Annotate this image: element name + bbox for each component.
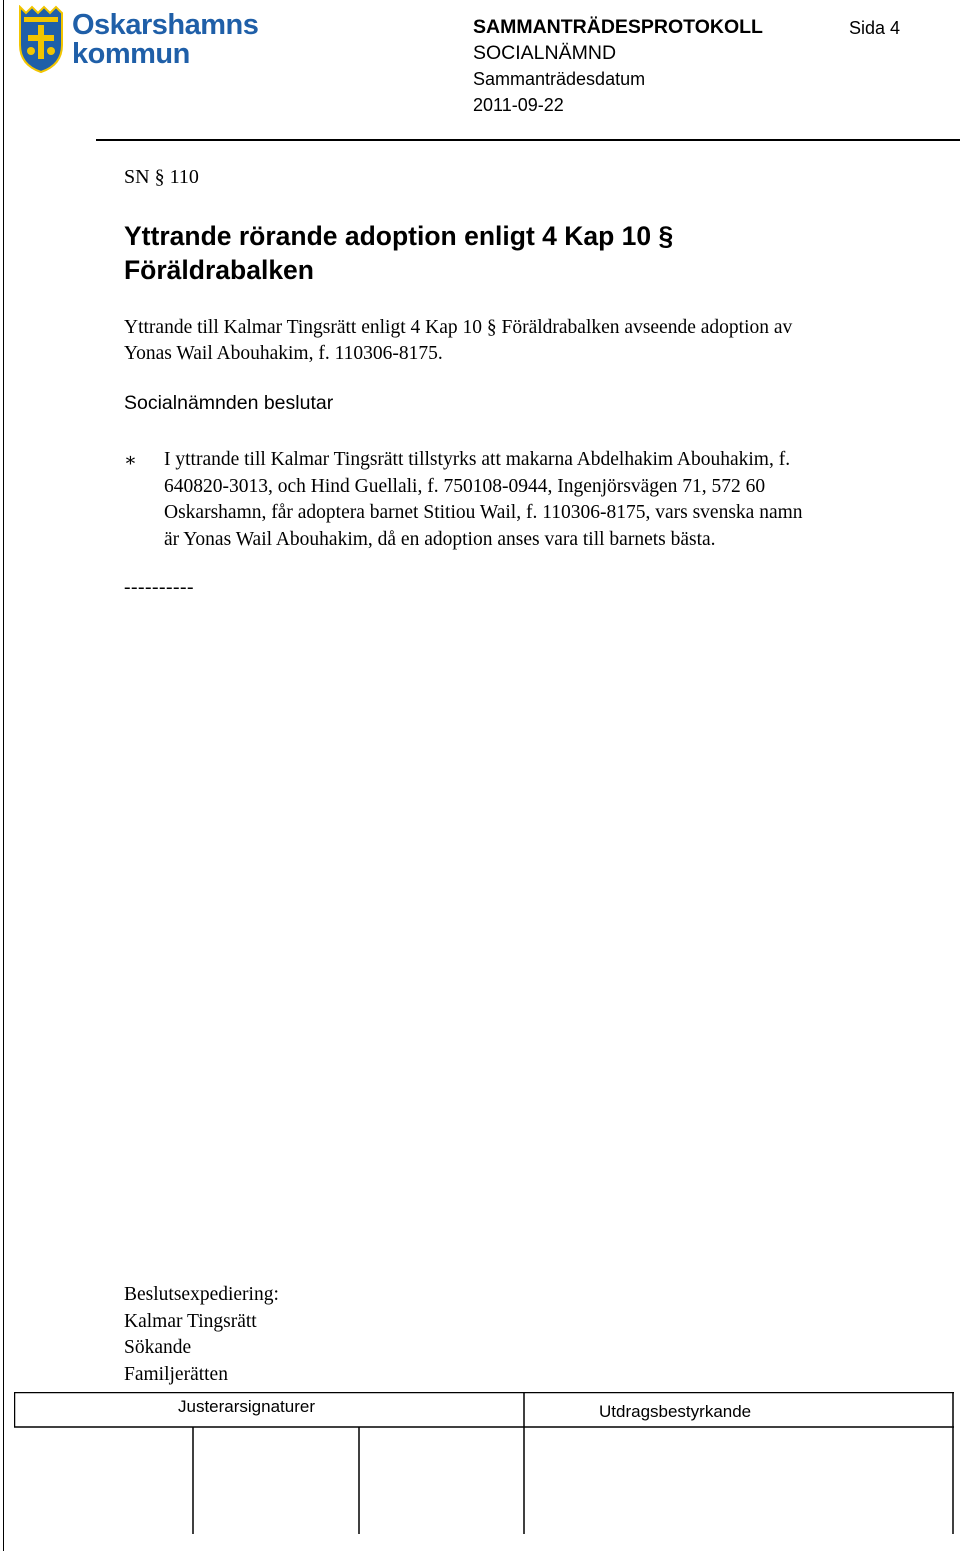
logo-wordmark [72,11,258,69]
decision-heading: Socialnämnden beslutar [124,392,334,414]
intro-line-1: Yttrande till Kalmar Tingsrätt enligt 4 Kap 10 § Föräldrabalken avseende adoption av [124,317,793,338]
logo-line-2: kommun [72,38,190,70]
dispatch-recipient: Familjerätten [124,1363,228,1385]
signatures-label: Justerarsignaturer [178,1397,316,1416]
decision-line: 640820-3013, och Hind Guellali, f. 750108-0944, Ingenjörsvägen 71, 572 60 [164,475,766,497]
section-separator: ---------- [124,577,194,598]
item-number: SN § 110 [124,166,199,188]
bullet-asterisk-icon: ∗ [124,450,137,471]
header-divider [96,139,960,141]
decision-line: I yttrande till Kalmar Tingsrätt tillstyrks att makarna Abdelhakim Abouhakim, f. [164,449,791,470]
logo-line-1: Oskarshamns [72,9,259,41]
signature-table [14,1392,954,1534]
decision-line: Oskarshamn, får adoptera barnet Stitiou Wail, f. 110306-8175, vars svenska namn [164,502,803,523]
decision-line: är Yonas Wail Abouhakim, då en adoption anses vara till barnets bästa. [164,528,716,550]
municipality-logo [16,5,266,73]
extract-certification-label: Utdragsbestyrkande [599,1402,752,1421]
dispatch-list [124,1282,279,1388]
dispatch-heading: Beslutsexpediering: [124,1284,279,1305]
document-type: SAMMANTRÄDESPROTOKOLL [473,16,763,38]
protocol-header [473,14,763,118]
dispatch-recipient: Kalmar Tingsrätt [124,1310,257,1332]
dispatch-recipient: Sökande [124,1337,192,1358]
decision-text [164,447,934,553]
meeting-date: 2011-09-22 [473,95,564,115]
page-left-rule [3,0,4,1551]
meeting-date-label: Sammanträdesdatum [473,69,646,89]
signature-grid [14,1392,954,1534]
item-title-line-1: Yttrande rörande adoption enligt 4 Kap 10 § [124,221,674,251]
intro-line-2: Yonas Wail Abouhakim, f. 110306-8175. [124,343,443,364]
item-title-line-2: Föräldrabalken [124,255,314,285]
committee-name: SOCIALNÄMND [473,42,617,64]
item-title [124,219,844,287]
page-number: Sida 4 [849,18,901,38]
item-intro [124,315,924,367]
coat-of-arms-icon [16,5,66,73]
